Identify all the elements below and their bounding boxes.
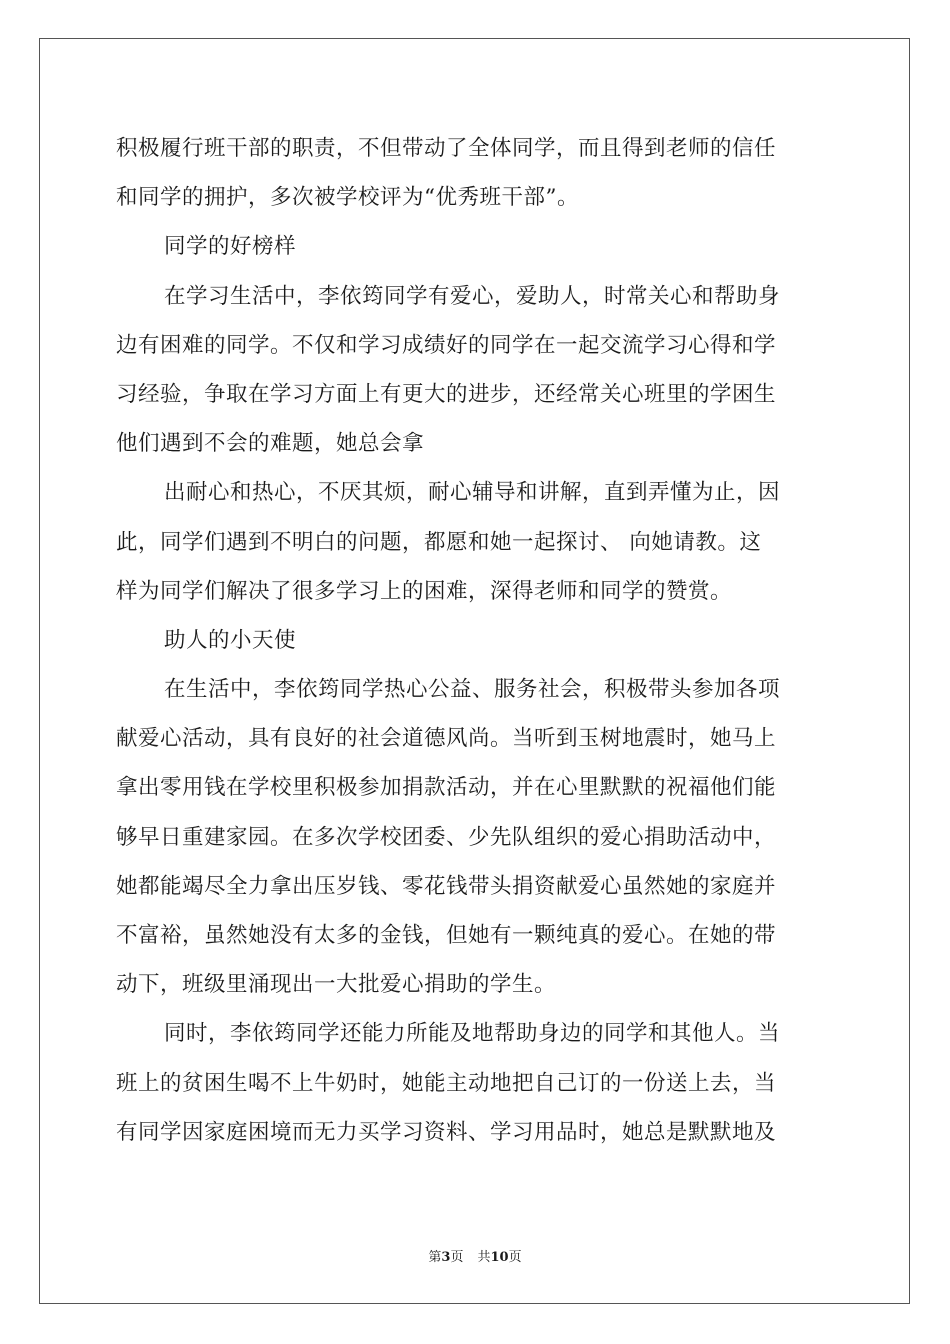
text-line-10: 样为同学们解决了很多学习上的困难，深得老师和同学的赞赏。 — [116, 578, 733, 604]
text-line-6: 习经验，争取在学习方面上有更大的进步，还经常关心班里的学困生 — [116, 381, 777, 407]
text-line-9: 此，同学们遇到不明白的问题，都愿和她一起探讨、 向她请教。这 — [116, 529, 762, 555]
text-line-19: 同时，李依筠同学还能力所能及地帮助身边的同学和其他人。当 — [164, 1021, 781, 1047]
text-line-8: 出耐心和热心，不厌其烦，耐心辅导和讲解，直到弄懂为止，因 — [164, 480, 781, 506]
section-heading-little-angel: 助人的小天使 — [164, 627, 297, 653]
text-line-12: 在生活中，李依筠同学热心公益、服务社会，积极带头参加各项 — [164, 677, 781, 703]
text-line-14: 拿出零用钱在学校里积极参加捐款活动，并在心里默默的祝福他们能 — [116, 775, 777, 801]
page-footer — [0, 1250, 950, 1266]
page-number: 3 — [441, 1250, 451, 1265]
text-line-15: 够早日重建家园。在多次学校团委、少先队组织的爱心捐助活动中， — [116, 824, 777, 850]
document-body — [116, 124, 832, 1157]
text-line-7: 他们遇到不会的难题，她总会拿 — [116, 431, 425, 457]
text-line-21: 有同学因家庭困境而无力买学习资料、学习用品时，她总是默默地及 — [116, 1119, 777, 1145]
text-line-20: 班上的贫困生喝不上牛奶时，她能主动地把自己订的一份送上去，当 — [116, 1070, 777, 1096]
page-suffix: 页 — [450, 1250, 464, 1265]
text-line-4: 在学习生活中，李依筠同学有爱心，爱助人，时常关心和帮助身 — [164, 283, 781, 309]
text-line-16: 她都能竭尽全力拿出压岁钱、零花钱带头捐资献爱心虽然她的家庭并 — [116, 873, 777, 899]
text-line-17: 不富裕，虽然她没有太多的金钱，但她有一颗纯真的爱心。在她的带 — [116, 923, 777, 948]
text-line-1: 积极履行班干部的职责，不但带动了全体同学，而且得到老师的信任 — [116, 136, 777, 161]
page-prefix: 第 — [428, 1250, 442, 1265]
text-line-2: 和同学的拥护，多次被学校评为“优秀班干部”。 — [116, 185, 579, 211]
text-line-5: 边有困难的同学。不仅和学习成绩好的同学在一起交流学习心得和学 — [116, 332, 777, 358]
total-suffix: 页 — [508, 1250, 522, 1265]
section-heading-good-example: 同学的好榜样 — [164, 234, 297, 260]
text-line-18: 动下，班级里涌现出一大批爱心捐助的学生。 — [116, 972, 557, 998]
text-line-13: 献爱心活动，具有良好的社会道德风尚。当听到玉树地震时，她马上 — [116, 726, 777, 752]
total-pages: 10 — [490, 1250, 509, 1265]
total-prefix: 共 — [477, 1250, 491, 1265]
